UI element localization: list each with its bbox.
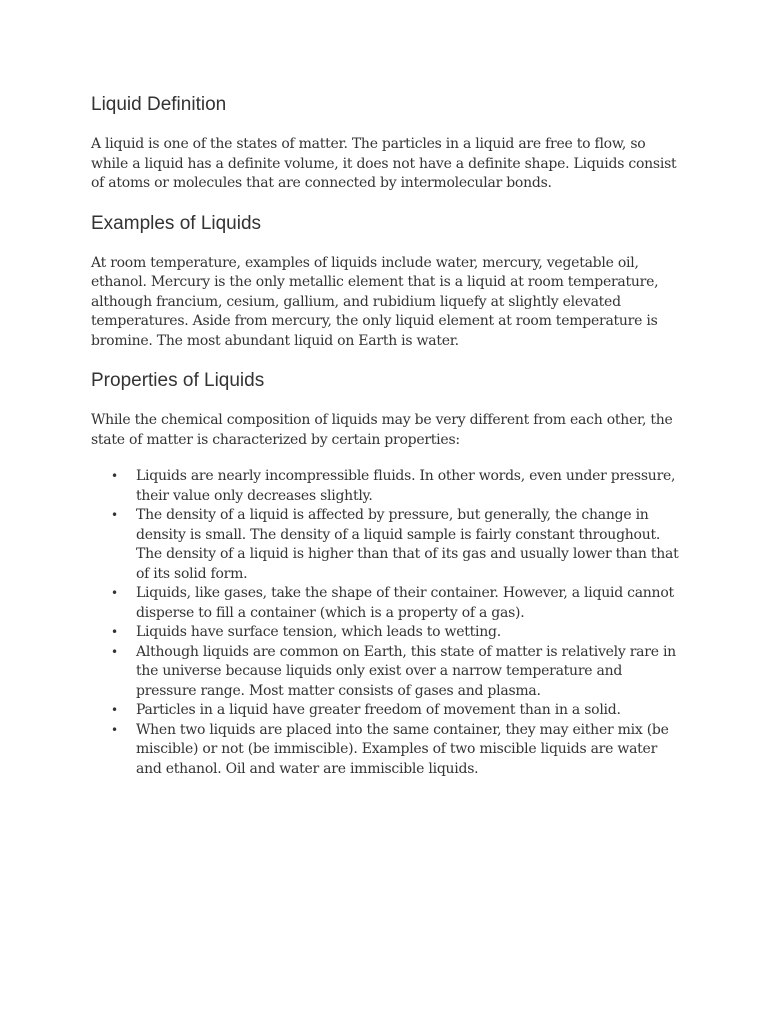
section-paragraph-examples: At room temperature, examples of liquids include water, mercury, vegetable oil, ethanol. Mercury is the only metallic element that is a liquid at room temperature, although francium, cesium, gallium, and rubidium liquefy at slightly elevated temperatures. Aside from mercury, the only liquid element at room temperature is bromine. The most abundant liquid on Earth is water. <box>91 254 659 349</box>
list-item <box>91 584 681 623</box>
list-item-text: Particles in a liquid have greater freedom of movement than in a solid. <box>136 702 621 718</box>
bullet-icon: • <box>111 508 118 522</box>
section-heading-liquid-definition: Liquid Definition <box>91 94 227 115</box>
bullet-icon: • <box>111 722 118 737</box>
bullet-icon: • <box>111 469 118 483</box>
list-item-text: Liquids are nearly incompressible fluids. In other words, even under pressure, their value only decreases slightly. <box>136 468 676 504</box>
list-item <box>91 623 681 643</box>
list-item <box>91 721 681 780</box>
properties-bullet-list <box>91 467 681 779</box>
bullet-icon: • <box>111 625 118 639</box>
list-item <box>91 643 681 702</box>
list-item-text: Although liquids are common on Earth, this state of matter is relatively rare in the universe because liquids only exist over a narrow temperature and pressure range. Most matter consists of gases and plasma. <box>136 643 676 699</box>
list-item-text: Liquids, like gases, take the shape of their container. However, a liquid cannot disperse to fill a container (which is a property of a gas). <box>136 585 674 621</box>
list-item-text: When two liquids are placed into the same container, they may either mix (be miscible) or not (be immiscible). Examples of two miscible liquids are water and ethanol. Oil and water are immiscible liquids. <box>136 721 669 777</box>
list-item <box>91 506 681 584</box>
bullet-icon: • <box>111 644 118 659</box>
document-page <box>91 93 681 779</box>
section-paragraph-liquid-definition: A liquid is one of the states of matter. The particles in a liquid are free to flow, so while a liquid has a definite volume, it does not have a definite shape. Liquids consist of atoms or molecules that are connected by intermolecular bonds. <box>91 136 677 191</box>
section-paragraph-properties: While the chemical composition of liquids may be very different from each other, the state of matter is characterized by certain properties: <box>91 412 673 448</box>
bullet-icon: • <box>111 586 118 600</box>
list-item-text: The density of a liquid is affected by pressure, but generally, the change in density is small. The density of a liquid sample is fairly constant throughout. The density of a liquid is higher than that of its gas and usually lower than that of its solid form. <box>136 507 679 582</box>
section-heading-examples: Examples of Liquids <box>91 212 262 234</box>
list-item <box>91 467 681 506</box>
list-item <box>91 701 681 721</box>
bullet-icon: • <box>111 703 118 717</box>
section-heading-properties: Properties of Liquids <box>91 370 265 391</box>
list-item-text: Liquids have surface tension, which leads to wetting. <box>136 624 501 640</box>
